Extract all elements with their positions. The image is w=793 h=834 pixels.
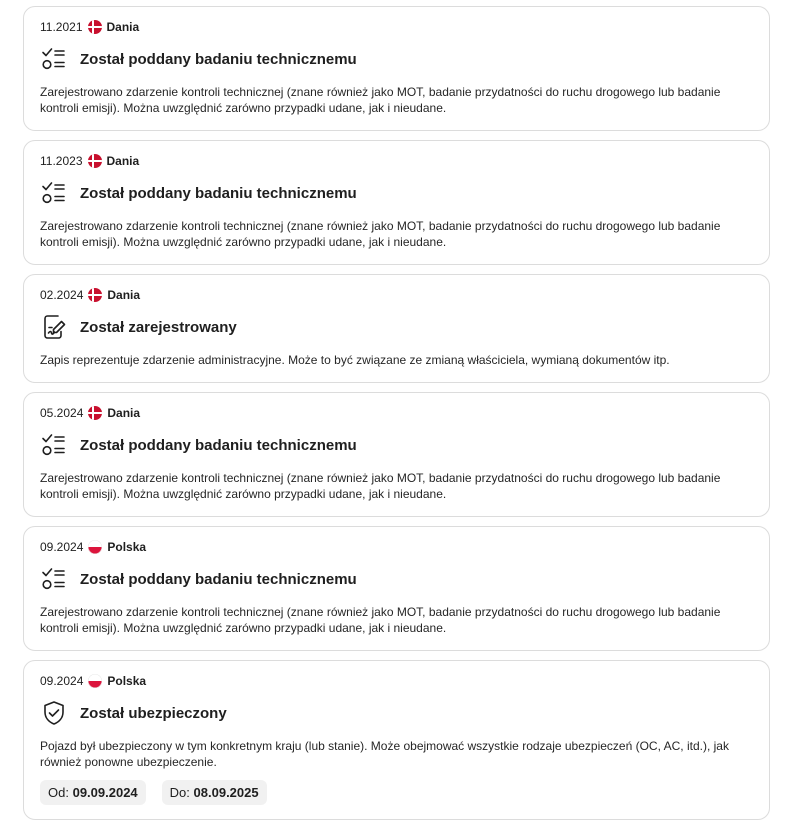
event-meta [40, 288, 753, 302]
from-label: Od: [48, 785, 69, 800]
checklist-icon [40, 179, 68, 207]
event-country: Dania [107, 406, 141, 420]
denmark-flag-icon [88, 154, 102, 168]
document-sign-icon [40, 313, 68, 341]
checklist-icon [40, 45, 68, 73]
event-meta [40, 406, 753, 420]
event-description: Pojazd był ubezpieczony w tym konkretnym kraju (lub stanie). Może obejmować wszystkie rodzaje ubezpieczeń (OC, AC, itd.), jak również ponowne ubezpieczenie. [40, 739, 729, 769]
shield-check-icon [40, 699, 68, 727]
event-description: Zarejestrowano zdarzenie kontroli technicznej (znane również jako MOT, badanie przydatności do ruchu drogowego lub badanie kontroli emisji). Można uwzględnić zarówno przypadki udane, jak i nieudane. [40, 85, 721, 115]
to-label: Do: [169, 785, 190, 800]
event-card [23, 392, 770, 517]
event-title: Został poddany badaniu technicznemu [80, 184, 357, 202]
event-header [40, 312, 753, 342]
from-date: 09.09.2024 [72, 785, 138, 800]
event-header [40, 44, 753, 74]
event-title: Został poddany badaniu technicznemu [80, 570, 357, 588]
event-meta [40, 20, 753, 34]
event-country: Polska [107, 674, 147, 688]
event-country: Dania [107, 288, 141, 302]
event-description: Zapis reprezentuje zdarzenie administracyjne. Może to być związane ze zmianą właściciela, wymianą dokumentów itp. [40, 353, 670, 367]
event-description: Zarejestrowano zdarzenie kontroli technicznej (znane również jako MOT, badanie przydatności do ruchu drogowego lub badanie kontroli emisji). Można uwzględnić zarówno przypadki udane, jak i nieudane. [40, 219, 721, 249]
event-card [23, 660, 770, 820]
denmark-flag-icon [88, 20, 102, 34]
event-description: Zarejestrowano zdarzenie kontroli technicznej (znane również jako MOT, badanie przydatności do ruchu drogowego lub badanie kontroli emisji). Można uwzględnić zarówno przypadki udane, jak i nieudane. [40, 605, 721, 635]
event-meta [40, 540, 753, 554]
event-header [40, 698, 753, 728]
event-card [23, 274, 770, 383]
event-date: 09.2024 [40, 540, 84, 554]
event-title: Został poddany badaniu technicznemu [80, 50, 357, 68]
event-card [23, 140, 770, 265]
event-country: Polska [107, 540, 147, 554]
event-country: Dania [106, 20, 140, 34]
denmark-flag-icon [88, 406, 102, 420]
event-date: 09.2024 [40, 674, 84, 688]
event-date: 11.2021 [40, 20, 83, 34]
insurance-start-chip [40, 780, 146, 805]
event-title: Został zarejestrowany [80, 318, 237, 336]
denmark-flag-icon [88, 288, 102, 302]
checklist-icon [40, 431, 68, 459]
event-meta [40, 154, 753, 168]
poland-flag-icon [88, 674, 102, 688]
event-meta [40, 674, 753, 688]
event-card [23, 6, 770, 131]
event-date: 02.2024 [40, 288, 84, 302]
event-header [40, 178, 753, 208]
poland-flag-icon [88, 540, 102, 554]
event-date: 11.2023 [40, 154, 83, 168]
event-country: Dania [106, 154, 140, 168]
insurance-period [40, 780, 753, 805]
insurance-end-chip [162, 780, 267, 805]
to-date: 08.09.2025 [193, 785, 259, 800]
checklist-icon [40, 565, 68, 593]
event-header [40, 564, 753, 594]
event-title: Został ubezpieczony [80, 704, 227, 722]
event-card [23, 526, 770, 651]
event-date: 05.2024 [40, 406, 84, 420]
event-title: Został poddany badaniu technicznemu [80, 436, 357, 454]
event-description: Zarejestrowano zdarzenie kontroli technicznej (znane również jako MOT, badanie przydatności do ruchu drogowego lub badanie kontroli emisji). Można uwzględnić zarówno przypadki udane, jak i nieudane. [40, 471, 721, 501]
event-header [40, 430, 753, 460]
event-timeline [23, 6, 770, 829]
